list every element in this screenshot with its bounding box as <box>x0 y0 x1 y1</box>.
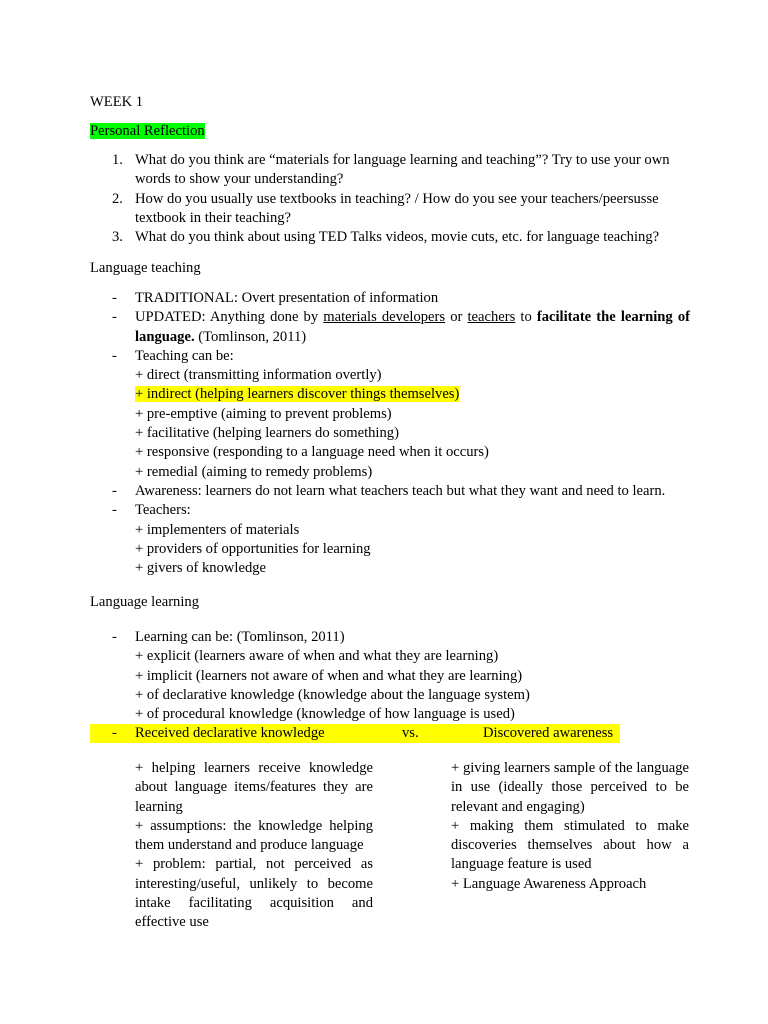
updated-mid: or <box>445 309 468 326</box>
sub-item: + explicit (learners aware of when and what they are learning) <box>135 648 499 665</box>
comparison-row <box>90 724 620 743</box>
question-text: What do you think are “materials for language learning and teaching”? Try to use your own words to show your understanding? <box>135 152 670 188</box>
sub-item: + direct (transmitting information overtly) <box>135 367 382 384</box>
received-knowledge-label: Received declarative knowledge <box>135 725 325 741</box>
discovered-awareness-column <box>451 759 689 894</box>
updated-bold: facilitate the learning of language. <box>135 309 690 345</box>
dash-bullet: - <box>112 482 117 499</box>
updated-citation: (Tomlinson, 2011) <box>194 328 307 345</box>
discovered-awareness-label: Discovered awareness <box>483 725 614 741</box>
list-item <box>90 628 690 724</box>
learning-list <box>90 628 690 724</box>
question-list <box>90 151 690 247</box>
dash-bullet: - <box>112 725 117 741</box>
reflection-heading-line <box>90 122 690 141</box>
traditional-text: TRADITIONAL: Overt presentation of information <box>135 290 439 306</box>
list-item <box>90 308 690 347</box>
teaching-can-be-label: Teaching can be: <box>135 347 234 364</box>
updated-to: to <box>515 309 537 326</box>
sub-item: + facilitative (helping learners do something) <box>135 425 399 442</box>
sub-item: + of declarative knowledge (knowledge about the language system) <box>135 686 530 703</box>
column-item: + assumptions: the knowledge helping them understand and produce language <box>135 817 373 854</box>
sub-item-highlighted: + indirect (helping learners discover things themselves) <box>135 386 460 403</box>
column-item: + helping learners receive knowledge about language items/features they are learning <box>135 760 373 815</box>
updated-prefix: UPDATED: Anything done by <box>135 309 324 326</box>
dash-bullet: - <box>112 290 117 306</box>
language-learning-heading: Language learning <box>90 594 199 610</box>
week-heading: WEEK 1 <box>90 94 144 110</box>
sub-item: + responsive (responding to a language need when it occurs) <box>135 444 489 461</box>
list-number: 3. <box>112 229 123 246</box>
teachers-text: teachers <box>467 309 516 326</box>
dash-bullet: - <box>112 309 117 326</box>
sub-item: + remedial (aiming to remedy problems) <box>135 463 373 480</box>
materials-developers-text: materials developers <box>323 309 446 326</box>
versus-label: vs. <box>402 725 419 741</box>
language-teaching-heading: Language teaching <box>90 260 201 276</box>
learning-can-be-label: Learning can be: (Tomlinson, 2011) <box>135 629 345 645</box>
received-knowledge-column <box>135 759 373 933</box>
dash-bullet: - <box>112 629 117 645</box>
sub-item: + implicit (learners not aware of when and what they are learning) <box>135 667 523 684</box>
dash-bullet: - <box>112 502 117 519</box>
list-item <box>90 347 690 482</box>
question-text: What do you think about using TED Talks videos, movie cuts, etc. for language teaching? <box>135 229 660 246</box>
list-item <box>90 482 690 501</box>
teachers-label: Teachers: <box>135 502 191 519</box>
list-item <box>90 289 690 308</box>
list-number: 2. <box>112 190 123 207</box>
sub-item: + pre-emptive (aiming to prevent problems) <box>135 405 392 422</box>
awareness-text: Awareness: learners do not learn what teachers teach but what they want and need to learn. <box>135 482 666 499</box>
list-item <box>90 190 690 229</box>
dash-bullet: - <box>112 347 117 364</box>
list-item <box>90 228 690 247</box>
sub-item: + implementers of materials <box>135 521 300 538</box>
list-item <box>90 151 690 190</box>
question-text: How do you usually use textbooks in teaching? / How do you see your teachers/peersusse textbook in their teaching? <box>135 190 659 226</box>
sub-item: + givers of knowledge <box>135 560 267 577</box>
reflection-heading: Personal Reflection <box>90 123 205 139</box>
list-item <box>90 501 690 578</box>
column-item: + problem: partial, not perceived as interesting/useful, unlikely to become intake facilitating acquisition and effective use <box>135 856 373 931</box>
sub-item: + of procedural knowledge (knowledge of how language is used) <box>135 706 515 723</box>
sub-item: + providers of opportunities for learning <box>135 540 371 557</box>
column-item: + Language Awareness Approach <box>451 875 647 892</box>
column-item: + making them stimulated to make discoveries themselves about how a language feature is used <box>451 817 689 873</box>
list-number: 1. <box>112 152 123 168</box>
teaching-list <box>90 289 690 578</box>
column-item: + giving learners sample of the language in use (ideally those perceived to be relevant and engaging) <box>451 760 689 815</box>
